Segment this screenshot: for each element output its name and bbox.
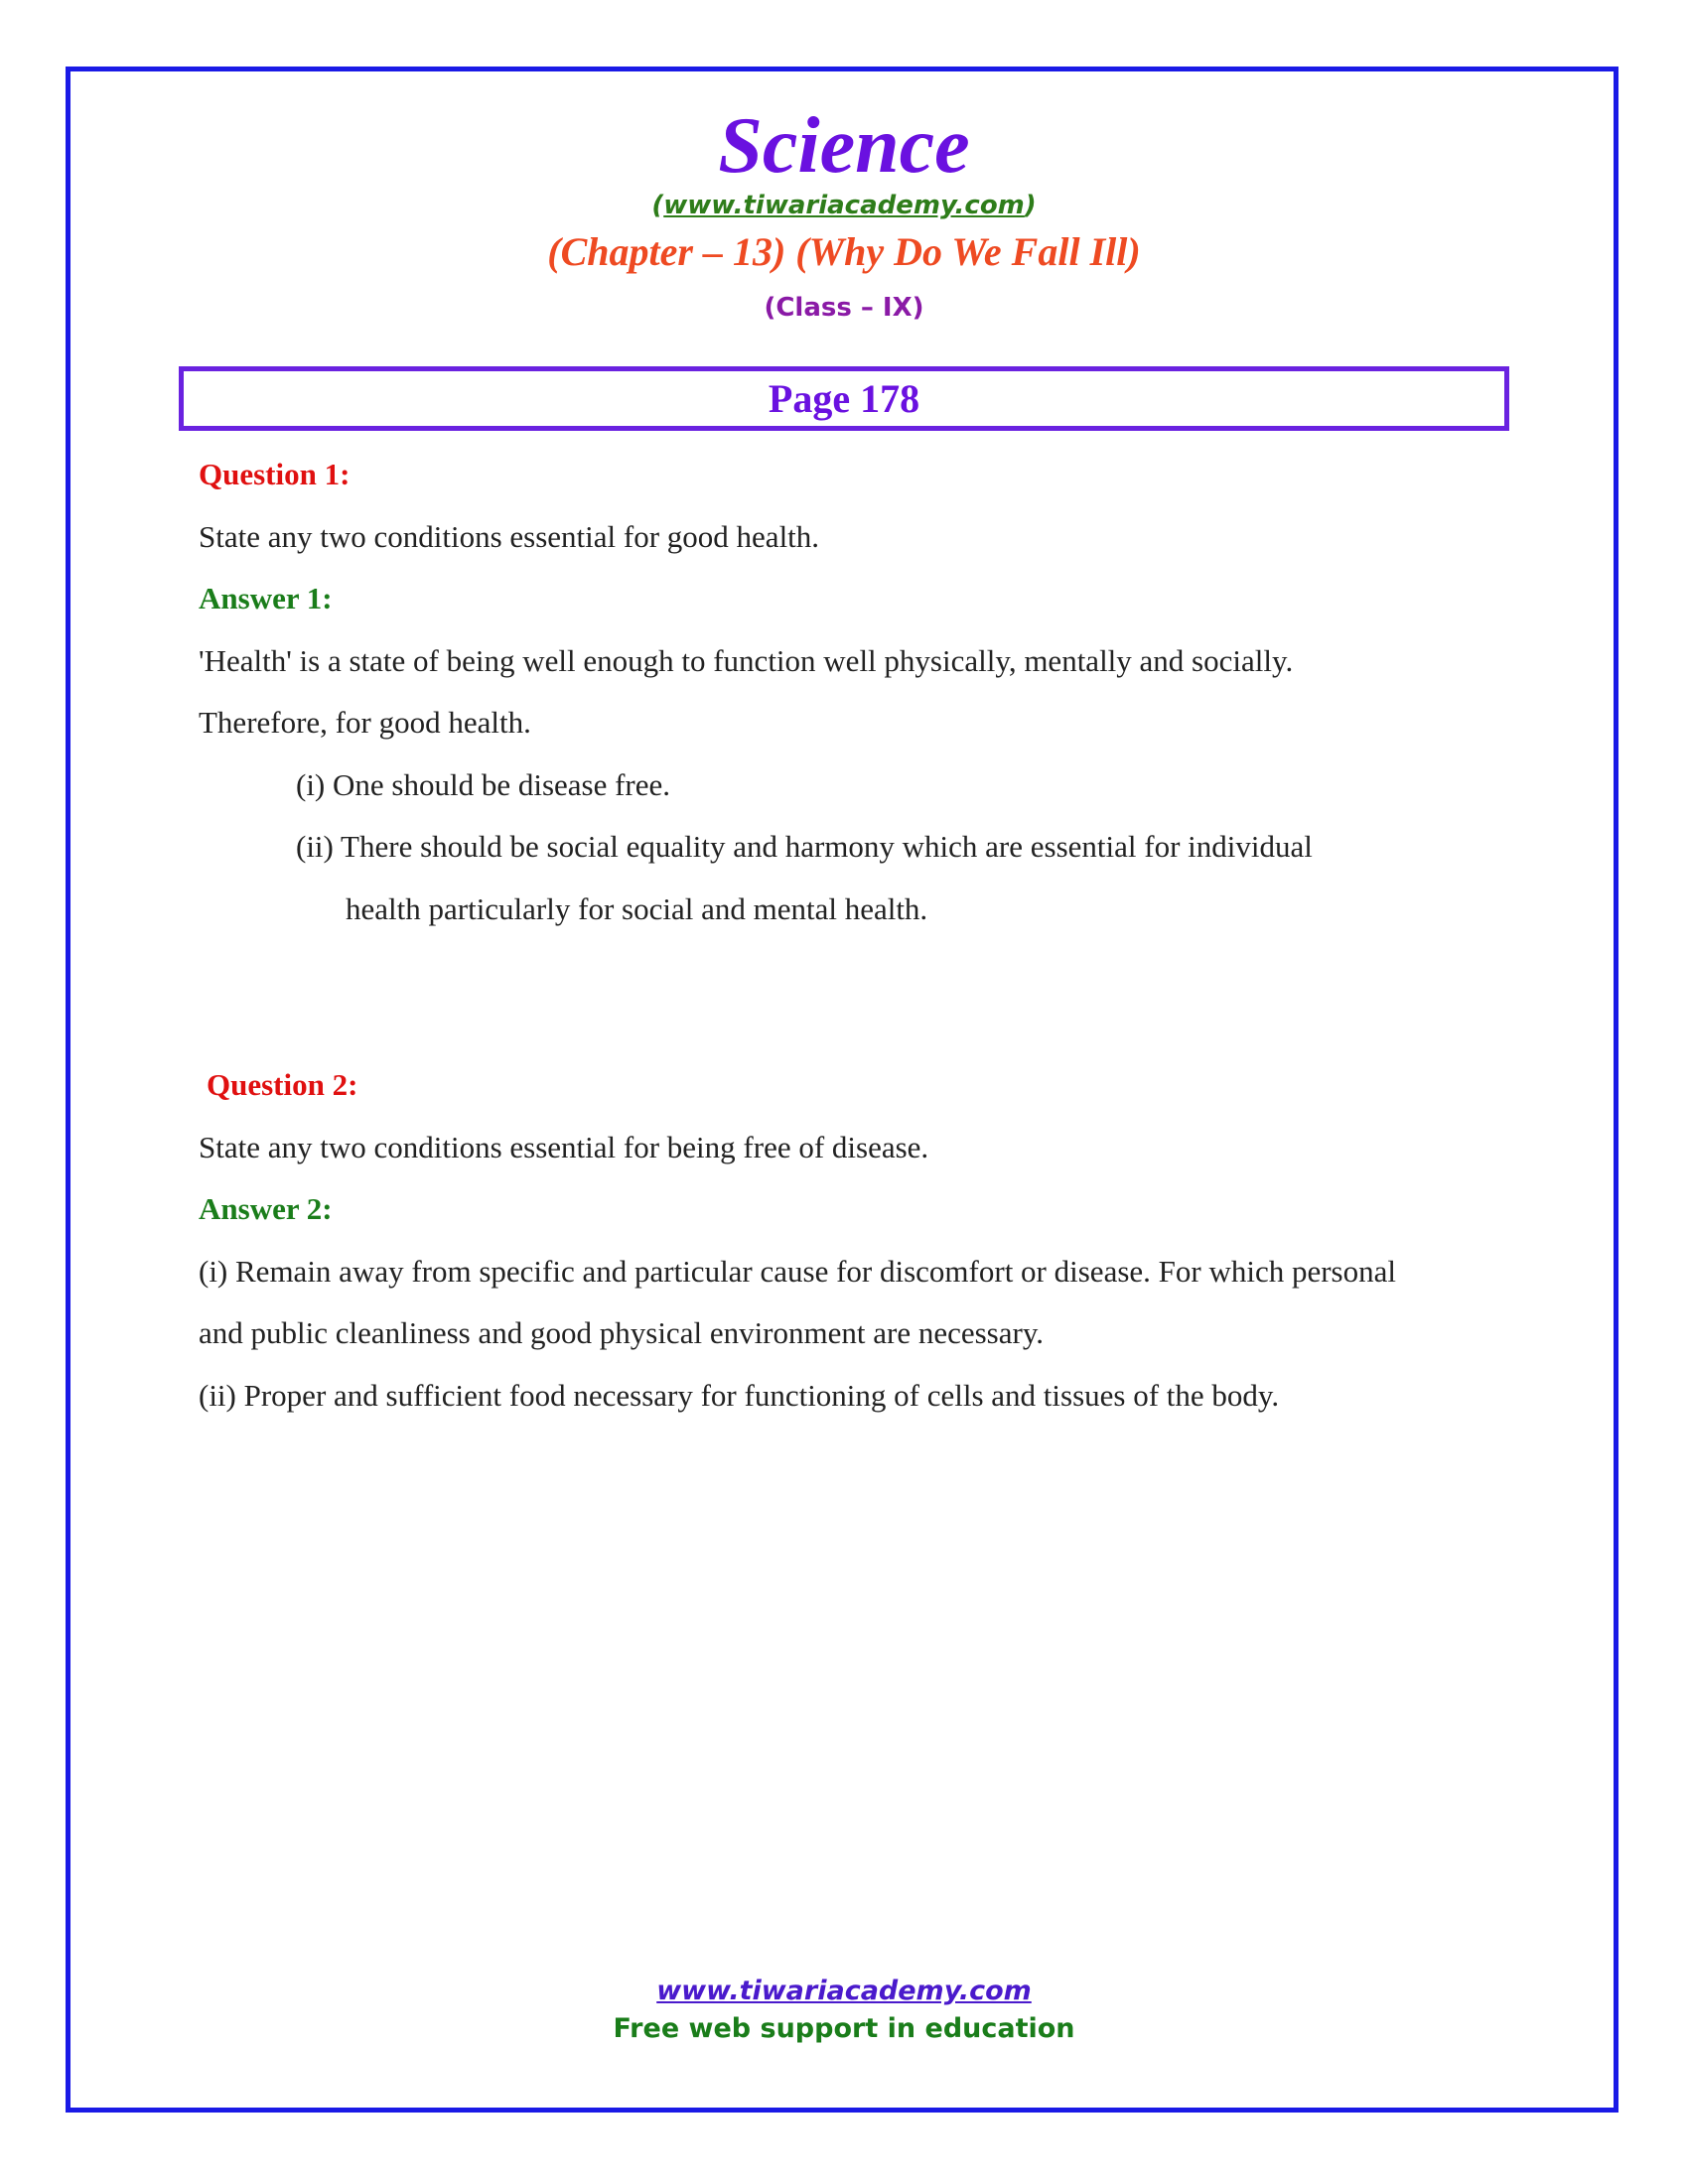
site-url-close-paren: )	[1024, 191, 1037, 220]
answer-1-label: Answer 1:	[199, 581, 333, 615]
chapter-title: (Chapter – 13) (Why Do We Fall Ill)	[547, 229, 1141, 274]
question-1-label: Question 1:	[199, 457, 351, 491]
footer-tagline: Free web support in education	[613, 2013, 1075, 2044]
page-number-box	[179, 366, 1509, 431]
site-url-header	[0, 189, 1688, 222]
site-url-link[interactable]: www.tiwariacademy.com	[663, 191, 1025, 220]
question-1-text: State any two conditions essential for good health.	[199, 518, 820, 554]
subject-title: Science	[718, 102, 970, 190]
answer-1-line: Therefore, for good health.	[199, 705, 531, 740]
answer-1-line: (ii) There should be social equality and harmony which are essential for individual	[296, 829, 1313, 864]
page-number-label: Page 178	[768, 376, 920, 421]
footer-site-link[interactable]: www.tiwariacademy.com	[656, 1976, 1032, 2006]
class-label: (Class – IX)	[764, 293, 924, 323]
answer-2-line: (i) Remain away from specific and particular cause for discomfort or disease. For which personal	[199, 1253, 1396, 1289]
answer-2-line: (ii) Proper and sufficient food necessary for functioning of cells and tissues of the body.	[199, 1377, 1280, 1413]
site-url-open-paren: (	[651, 191, 664, 220]
question-2-text: State any two conditions essential for being free of disease.	[199, 1129, 929, 1164]
answer-1-line: (i) One should be disease free.	[296, 766, 671, 802]
answer-2-line: and public cleanliness and good physical environment are necessary.	[199, 1315, 1045, 1350]
question-1-block	[199, 444, 1519, 940]
answer-2-label: Answer 2:	[199, 1191, 333, 1226]
question-2-label: Question 2:	[207, 1067, 358, 1102]
answer-1-line: health particularly for social and mental health.	[346, 890, 928, 926]
answer-1-line: 'Health' is a state of being well enough to function well physically, mentally and socially.	[199, 642, 1294, 678]
question-2-block	[199, 1054, 1519, 1427]
